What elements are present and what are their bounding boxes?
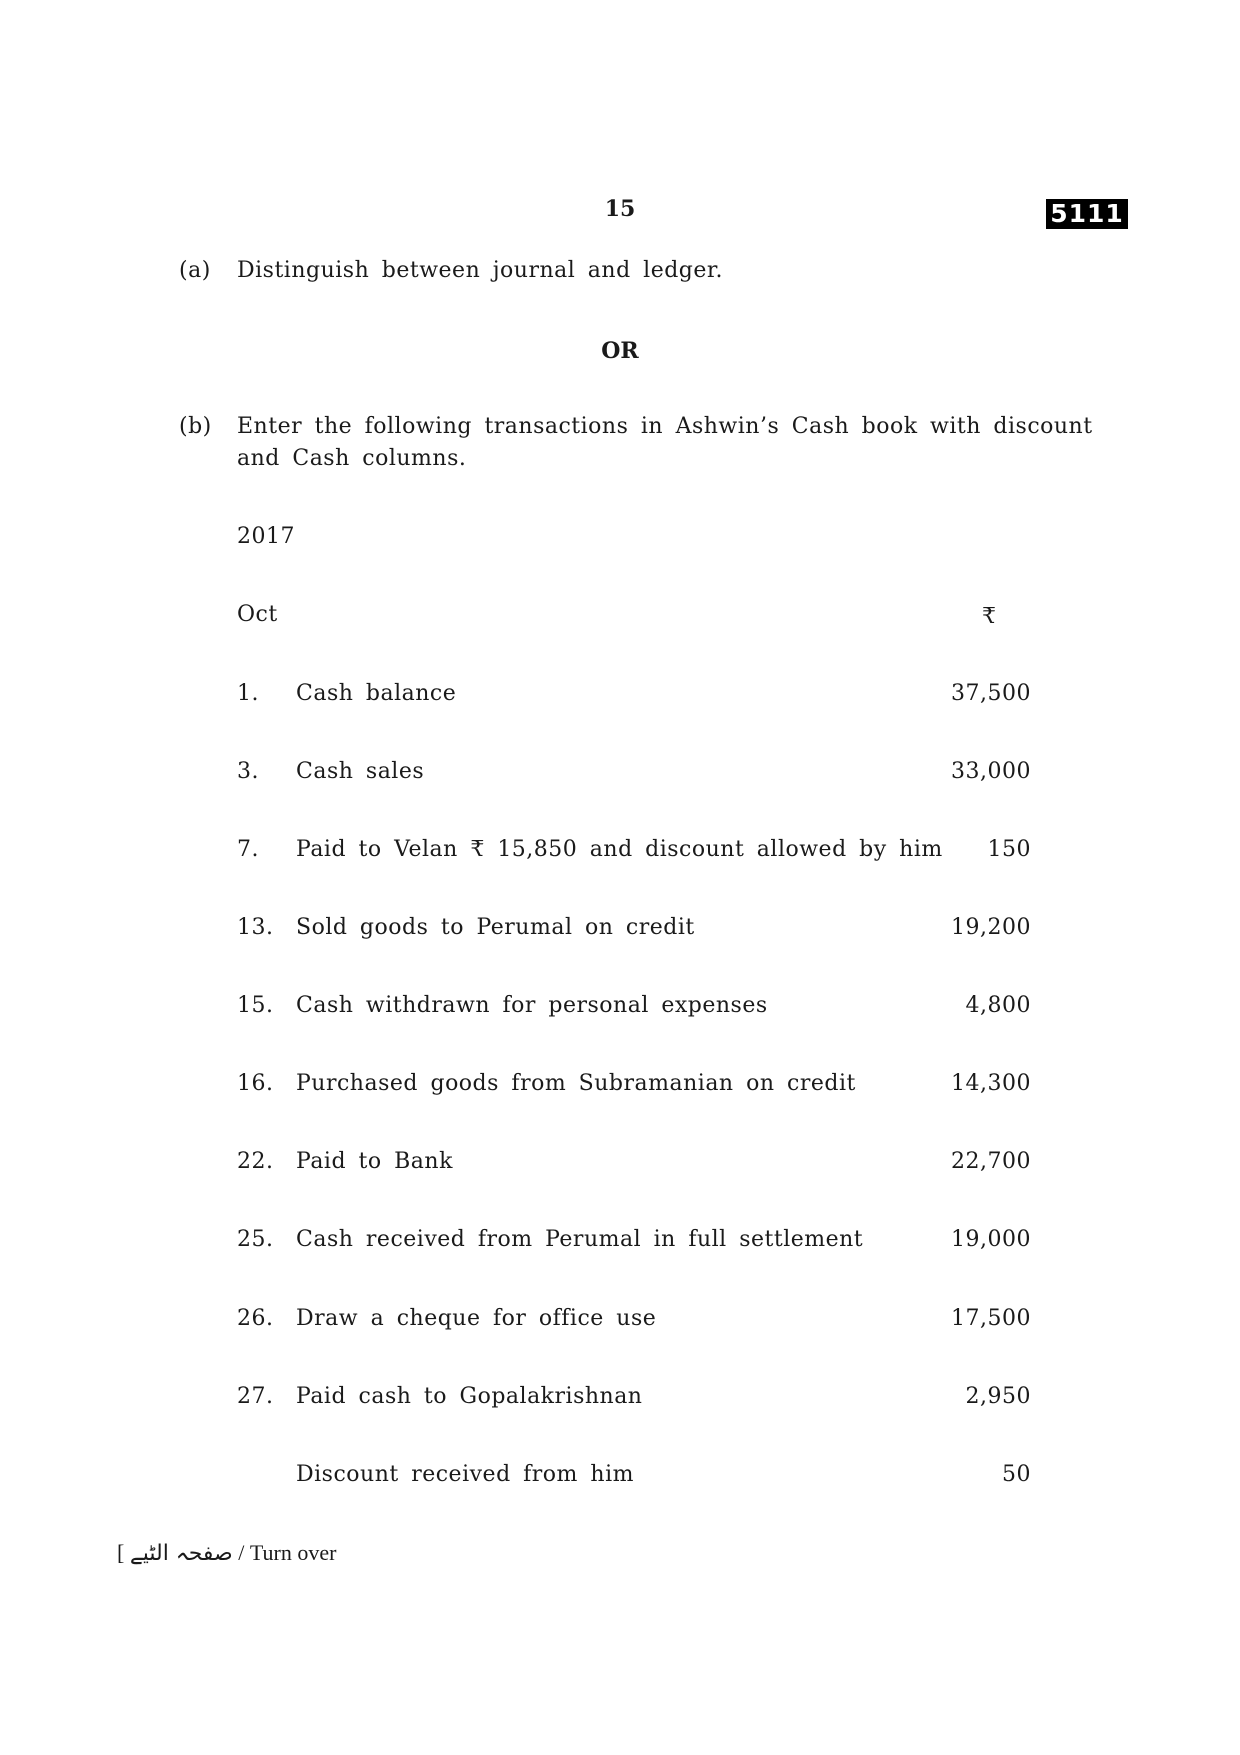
or-separator: OR <box>601 338 639 364</box>
row-amount: 17,500 <box>951 1306 1031 1331</box>
turn-over-footer <box>117 1540 336 1566</box>
row-description: Cash balance <box>296 681 457 706</box>
row-day: 22. <box>237 1149 274 1174</box>
row-day: 13. <box>237 915 274 940</box>
footer-bracket: [ <box>117 1540 125 1565</box>
row-amount: 50 <box>1002 1462 1031 1487</box>
row-day: 16. <box>237 1071 274 1096</box>
paper-code-badge: 5111 <box>1046 199 1128 229</box>
row-day: 7. <box>237 837 259 862</box>
row-amount: 22,700 <box>951 1149 1031 1174</box>
row-day: 3. <box>237 759 259 784</box>
row-day: 15. <box>237 993 274 1018</box>
question-b-line1: Enter the following transactions in Ashwin’s Cash book with discount <box>237 414 1093 439</box>
row-description: Draw a cheque for office use <box>296 1306 657 1331</box>
row-description: Purchased goods from Subramanian on credit <box>296 1071 856 1096</box>
row-day: 26. <box>237 1306 274 1331</box>
row-description: Discount received from him <box>296 1462 634 1487</box>
row-description: Cash sales <box>296 759 425 784</box>
row-day: 1. <box>237 681 259 706</box>
row-amount: 19,000 <box>951 1227 1031 1252</box>
row-description: Paid to Bank <box>296 1149 453 1174</box>
row-amount: 150 <box>987 837 1031 862</box>
row-day: 27. <box>237 1384 274 1409</box>
row-description: Paid to Velan ₹ 15,850 and discount allowed by him <box>296 837 943 862</box>
row-description: Sold goods to Perumal on credit <box>296 915 695 940</box>
row-amount: 19,200 <box>951 915 1031 940</box>
table-year: 2017 <box>237 524 295 549</box>
row-amount: 33,000 <box>951 759 1031 784</box>
question-b-line2: and Cash columns. <box>237 446 467 471</box>
row-day: 25. <box>237 1227 274 1252</box>
row-description: Cash received from Perumal in full settlement <box>296 1227 864 1252</box>
page-number: 15 <box>604 196 636 222</box>
question-a-label: (a) <box>179 258 211 283</box>
row-amount: 4,800 <box>965 993 1031 1018</box>
row-description: Paid cash to Gopalakrishnan <box>296 1384 643 1409</box>
footer-turn-over: Turn over <box>249 1540 337 1565</box>
row-description: Cash withdrawn for personal expenses <box>296 993 768 1018</box>
footer-urdu-text: صفحہ الٹیے <box>129 1541 233 1566</box>
row-amount: 37,500 <box>951 681 1031 706</box>
table-month: Oct <box>237 602 278 627</box>
row-amount: 2,950 <box>965 1384 1031 1409</box>
currency-header: ₹ <box>982 604 996 629</box>
footer-separator: / <box>238 1540 245 1565</box>
row-amount: 14,300 <box>951 1071 1031 1096</box>
question-b-label: (b) <box>179 414 212 439</box>
question-a-text: Distinguish between journal and ledger. <box>237 258 723 283</box>
